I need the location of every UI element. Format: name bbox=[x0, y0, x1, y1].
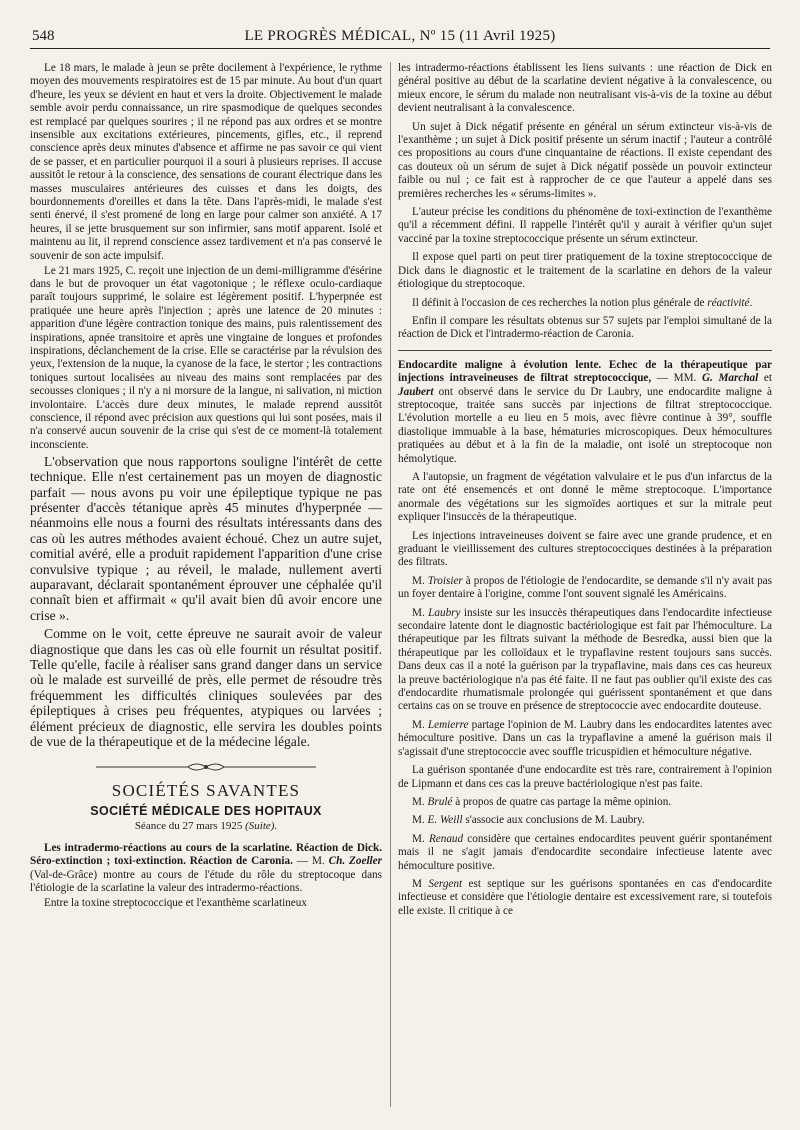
text: M. bbox=[412, 718, 428, 731]
paragraph: les intradermo-réactions établissent les liens suivants : une réaction de Dick en général positive au début de la scarlatine devient négative à la convalescence, ou mieux encore, le sérum du malade non neutralisant vis-à-vis de la toxine au début devient neutralisant à la convalescence. bbox=[398, 62, 772, 115]
text: est septique sur les guérisons spontanées en cas d'endocardite infectieuse et considère que l'étiologie dentaire est excessivement rare, si toutefois elle existe. Il critique à ce bbox=[398, 877, 772, 917]
page-number: 548 bbox=[32, 28, 55, 44]
text: considère que certaines endocardites peuvent guérir spontanément mais il ne s'agit jamais d'endocardite secondaire infectieuse latente avec hémoculture positive. bbox=[398, 832, 772, 872]
paragraph: Les injections intraveineuses doivent se faire avec une grande prudence, et en graduant le vieillissement des cultures streptococciques destinées à la préparation des filtrats. bbox=[398, 529, 772, 569]
communication-body: (Val-de-Grâce) montre au cours de l'étude du rôle du streptocoque dans l'étiologie de la scarlatine la valeur des intradermo-réactions. bbox=[30, 868, 382, 894]
text: et bbox=[758, 372, 772, 385]
paragraph: Un sujet à Dick négatif présente en général un sérum extincteur vis-à-vis de l'exanthème ; un sujet à Dick positif présente un sérum inactif ; l'auteur a contrôlé ces propositions au cours d'une cinquantaine de réactions. Il existe cependant des cas douteux où un sérum de sujet à Dick négatif possède un pouvoir extincteur faible ou nul ; ce fait est à rapprocher de ce que l'auteur a appelé dans ses premières recherches les « sérums-limites ». bbox=[398, 120, 772, 200]
paragraph bbox=[398, 297, 772, 310]
communication-body: ont observé dans le service du Dr Laubry, une endocardite maligne à streptocoque, traitée sans succès par injections de filtrat streptococcique. L'évolution mortelle a eu lieu en 5 mois, avec fièvre continue à 39°, souffle diastolique immuable à la base, hématuries microscopiques. Deux hémocultures pratiquées au début et à la fin de la maladie, ont isolé un streptocoque non hémolytique. bbox=[398, 385, 772, 465]
author-name: Jaubert bbox=[398, 385, 434, 398]
text: M. bbox=[412, 574, 428, 587]
text: à propos de l'étiologie de l'endocardite, se demande s'il n'y avait pas un foyer dentaire à l'origine, comme l'ont souvent signalé les Américains. bbox=[398, 574, 772, 601]
paragraph bbox=[398, 575, 772, 602]
paragraph bbox=[398, 719, 772, 759]
speaker-name: Sergent bbox=[428, 877, 463, 890]
society-heading: SOCIÉTÉ MÉDICALE DES HOPITAUX bbox=[90, 803, 322, 818]
paragraph: A l'autopsie, un fragment de végétation valvulaire et le pus d'un infarctus de la rate ont été ensemencés et ont donné le même streptocoque. L'importance anormale des végétations sur les sigmoïdes aortiques et sur la mitrale peut expliquer l'insuccès de la thérapeutique. bbox=[398, 470, 772, 524]
right-column bbox=[398, 62, 772, 1117]
paragraph: L'auteur précise les conditions du phénomène de toxi-extinction de l'exanthème qu'il a récemment défini. Il rappelle l'intérêt qu'il y aurait à vérifier qu'un sujet vacciné par la toxine streptococcique présente un sérum extincteur. bbox=[398, 206, 772, 245]
text: . bbox=[749, 296, 753, 309]
text: à propos de quatre cas partage la même opinion. bbox=[452, 795, 672, 808]
paragraph bbox=[398, 814, 772, 827]
communication-title: Endocardite maligne à évolution lente. Echec de la thérapeutique par injections intraveineuses de filtrat streptococcique, bbox=[398, 358, 772, 385]
emphasis: réactivité bbox=[707, 296, 750, 309]
text: M. bbox=[412, 832, 429, 845]
rule bbox=[398, 350, 772, 351]
text: M. bbox=[412, 814, 428, 827]
dash: — M. bbox=[292, 855, 325, 868]
paragraph bbox=[398, 607, 772, 714]
paragraph bbox=[398, 878, 772, 918]
text: M. bbox=[412, 795, 428, 808]
paragraph: Enfin il compare les résultats obtenus sur 57 sujets par l'emploi simultané de la réaction de Dick et l'intradermo-réaction de Caronia. bbox=[398, 314, 772, 341]
speaker-name: E. Weill bbox=[427, 814, 463, 827]
discussion-block bbox=[30, 454, 382, 750]
text: partage l'opinion de M. Laubry dans les endocardites latentes avec hémoculture positive. Dans un cas la trypaflavine a amené la guérison mais il s'agissait d'une streptococcie avec souffle tricuspidien et hémoculture négative. bbox=[398, 718, 772, 758]
running-title: LE PROGRÈS MÉDICAL, Nº 15 (11 Avril 1925) bbox=[244, 28, 556, 44]
paragraph: Comme on le voit, cette épreuve ne saurait avoir de valeur diagnostique que dans les cas où elle fournit un résultat positif. Telle qu'elle, facile à réaliser sans grand danger dans un service où le malade est surveillé de près, elle permet de résoudre très fréquemment les difficultés cliniques soulevées par des épileptiques à crises peu fréquentes, atypiques ou larvées ; élément précieux de diagnostic, elle servira les doubles points de vue de la thérapeutique et de la médecine légale. bbox=[30, 626, 382, 750]
session-date-text: Séance du 27 mars 1925 bbox=[134, 820, 243, 833]
session-date bbox=[30, 820, 382, 833]
text: s'associe aux conclusions de M. Laubry. bbox=[462, 814, 645, 827]
paragraph: Entre la toxine streptococcique et l'exanthème scarlatineux bbox=[44, 896, 307, 909]
paragraph: Le 18 mars, le malade à jeun se prête docilement à l'expérience, le rythme moyen des mouvements respiratoires est de 15 par minute. Au bout d'un quart d'heure, les yeux se dévient en haut et vers la droite. Objectivement le malade semble avoir perdu connaissance, un rire spasmodique de quelques secondes est remplacé par quelques sourires ; il ne répond pas aux ordres et se montre insensible aux excitations extérieures, pincements, gifles, etc., il reprend conscience après deux minutes d'absence et affirme ne pas savoir ce qui vient de se passer, et en particulier pourquoi il a souri à plusieurs reprises. Il accuse aussitôt le retour à la conscience, des sensations de courant électrique dans les masses musculaires antérieures des cuisses et dans les doigts, des bourdonnements d'oreilles et dans la tête. Dans l'après-midi, le malade s'est senti énervé, il s'est promené de long en large pour calmer son anxiété. A 17 heures, il se jette brusquement sur son infirmier, sans motif apparent. Isolé et maintenu au lit, il reprend conscience assez tardivement et n'a pas conservé le souvenir de son acte impulsif. bbox=[30, 62, 382, 262]
author-name: G. Marchal bbox=[701, 372, 759, 385]
paragraph: Il expose quel parti on peut tirer pratiquement de la toxine streptococcique de Dick dans le diagnostic et le traitement de la scarlatine en dehors de la valeur étiologique du streptocoque. bbox=[398, 251, 772, 291]
author-name: Ch. Zoeller bbox=[328, 855, 382, 868]
paragraph: L'observation que nous rapportons souligne l'intérêt de cette technique. Elle n'est certainement pas un moyen de diagnostic parfait — nous avons pu voir une épileptique typique ne pas présenter d'accès tétanique après 45 minutes d'hyperpnée — néanmoins elle nous a fourni des résultats intéressants dans des cas où les autres méthodes avaient échoué. Chez un autre sujet, comitial avéré, elle a produit rapidement l'apparition d'une crise convulsive typique ; au réveil, le malade, nullement averti auparavant, déclarait spontanément éprouver une céphalée qu'il connaît bien et affirmait « qu'il avait bien dû avoir encore une crise ». bbox=[30, 453, 382, 623]
speaker-name: Troisier bbox=[427, 574, 463, 587]
text: — MM. bbox=[651, 372, 702, 385]
session-suite: (Suite). bbox=[245, 820, 278, 833]
ornament-divider bbox=[30, 760, 382, 774]
communication-title: Les intradermo-réactions au cours de la scarlatine. Réaction de Dick. Séro-extinction ; toxi-extinction. Réaction de Caronia. bbox=[30, 841, 382, 868]
speaker-name: Lemierre bbox=[427, 718, 469, 731]
communication bbox=[30, 842, 382, 896]
left-column bbox=[30, 62, 382, 1117]
paragraph: La guérison spontanée d'une endocardite est très rare, contrairement à l'opinion de Lipmann et dans ces cas la preuve bactériologique n'est pas faite. bbox=[398, 764, 772, 790]
running-header bbox=[30, 24, 770, 49]
text: Il définit à l'occasion de ces recherches la notion plus générale de bbox=[412, 296, 708, 309]
paragraph bbox=[398, 833, 772, 873]
text: insiste sur les insuccès thérapeutiques dans l'endocardite infectieuse secondaire latente dont le diagnostic bactériologique est fait par l'hémoculture. La thérapeutique par les filtrats suivant la méthode de Besredka, aussi bien que la thérapeutique par les colloïdaux et le trypaflavine restent toujours sans succès. Dans deux cas il a noté la guérison par la trypaflavine, mais dans ces cas heureux la preuve bactériologique n'a pas été faite. Il ne faut pas oublier qu'il existe des cas d'endocardite rhumatismale prolongée qui guérissent spontanément et que dans certains cas on se trouve en présence de streptococcie avec endocardite douteuse. bbox=[398, 606, 772, 713]
communication bbox=[398, 359, 772, 466]
speaker-name: Laubry bbox=[428, 606, 461, 619]
column-divider bbox=[390, 62, 391, 1107]
speaker-name: Renaud bbox=[428, 832, 464, 845]
section-title: SOCIÉTÉS SAVANTES bbox=[111, 780, 301, 800]
text: M. bbox=[412, 606, 429, 619]
paragraph: Le 21 mars 1925, C. reçoit une injection de un demi-milligramme d'ésérine dans le but de provoquer un état vagotonique ; le réflexe oculo-cardiaque paraît toujours supprimé, le solaire est légèrement positif. L'hyperpnée est pratiquée une heure après l'injection ; après une latence de 20 minutes : apparition d'une légère contraction tonique des mains, puis ralentissement des inspirations, apnée transitoire et après une vingtaine de longues et profondes inspirations, déclanchement de la crise. Elle se caractérise par la révulsion des yeux, l'extension de la nuque, la cyanose de la face, le stertor ; les contractions toniques surtout localisées au niveau des mains sont remplacées par des secousses cloniques ; il n'y a ni morsure de la langue, ni salivation, ni miction involontaire. L'accès dure deux minutes, le malade reprend aussitôt conscience, il répond avec précision aux questions qui lui sont posées, mais il n'a conservé aucun souvenir de la crise qui s'est de ce moment-là totalement inconsciente. bbox=[30, 264, 382, 451]
speaker-name: Brulé bbox=[427, 795, 453, 808]
text: M bbox=[412, 877, 429, 890]
paragraph bbox=[398, 796, 772, 809]
